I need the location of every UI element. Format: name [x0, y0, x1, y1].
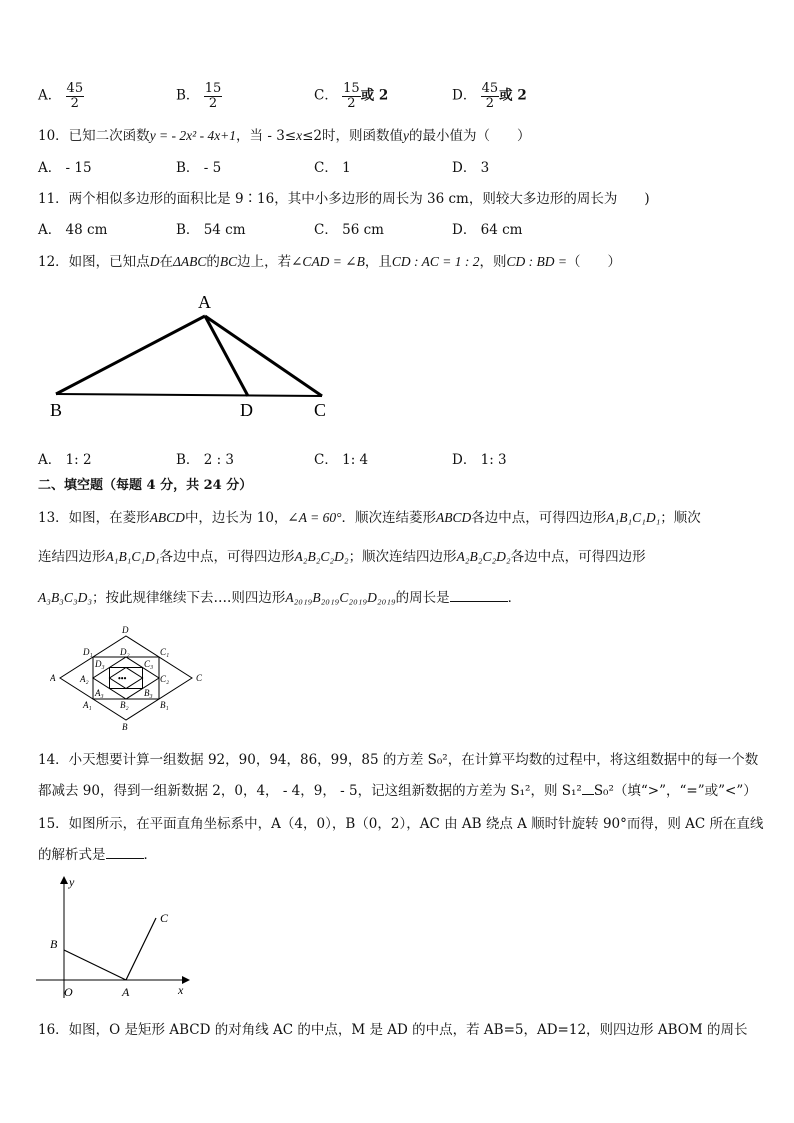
- fraction: $\frac{45}{2}$: [66, 81, 84, 111]
- segment-ab: [56, 316, 205, 394]
- option-letter: B．: [176, 87, 200, 104]
- label-o: O: [64, 985, 73, 999]
- segment-ab: [64, 950, 126, 980]
- q15-line1: 15．如图所示，在平面直角坐标系中，A（4，0），B（0，2），AC 由 AB 绕点 A 顺时针旋转 90°而得，则 AC 所在直线: [38, 816, 764, 832]
- q11-option-d: D． 64 cm: [452, 222, 523, 238]
- option-letter: A．: [38, 87, 62, 104]
- label-A: A: [50, 673, 56, 683]
- q11-option-b: B． 54 cm: [176, 222, 246, 238]
- label-a: A: [122, 985, 130, 999]
- q12-stem: 12．如图，已知点D在ΔABC的BC边上，若∠CAD = ∠B，且CD : AC = 1 : 2，则CD : BD =（ ）: [38, 254, 621, 270]
- fraction: $\frac{45}{2}$: [481, 81, 499, 111]
- q9-option-d: [452, 82, 527, 110]
- label-B: B: [122, 722, 128, 732]
- q14-line1: 14．小天想要计算一组数据 92，90，94，86，99，85 的方差 S₀²，在计算平均数的过程中，将这组数据中的每一个数: [38, 752, 759, 768]
- option-suffix: 或 2: [499, 87, 527, 104]
- y-axis-arrow: [60, 876, 68, 884]
- q11-option-c: C． 56 cm: [314, 222, 384, 238]
- label-A3: A₃: [95, 688, 104, 698]
- label-B3: B₃: [144, 688, 153, 698]
- section-title: 二、填空题（每题 4 分，共 24 分）: [38, 478, 253, 493]
- label-C: C: [196, 673, 203, 683]
- dots: •••: [118, 674, 127, 683]
- label-B1: B₁: [160, 700, 169, 710]
- option-suffix: 或 2: [360, 87, 389, 104]
- q10-stem: 10．已知二次函数y = - 2x² - 4x+1，当 - 3≤x≤2时，则函数值y的最小值为（ ）: [38, 128, 531, 144]
- answer-blank[interactable]: [582, 784, 594, 795]
- q12-option-b: B． 2 : 3: [176, 452, 235, 468]
- answer-blank[interactable]: [106, 846, 144, 859]
- label-a: A: [198, 292, 211, 312]
- label-b: B: [50, 400, 63, 420]
- q11-option-a: A． 48 cm: [38, 222, 108, 238]
- function-expression: y = - 2x² - 4x+1: [149, 128, 237, 143]
- label-y: y: [69, 875, 75, 889]
- label-A1: A₁: [83, 700, 92, 710]
- q10-option-c: C． 1: [314, 160, 351, 176]
- label-D2: D₂: [120, 647, 130, 657]
- option-letter: D．: [452, 87, 477, 104]
- q15-line2: 的解析式是 ．: [38, 847, 157, 863]
- q11-stem: 11．两个相似多边形的面积比是 9∶16，其中小多边形的周长为 36 cm，则较大多边形的周长为 ): [38, 191, 650, 207]
- q13-line1: 13．如图，在菱形ABCD中，边长为 10，∠A = 60°．顺次连结菱形ABCD各边中点，可得四边形A₁B₁C₁D₁；顺次: [38, 510, 701, 526]
- q10-option-d: D． 3: [452, 160, 490, 176]
- label-D1: D₁: [83, 647, 93, 657]
- label-B2: B₂: [120, 700, 129, 710]
- label-C3: C₃: [144, 659, 154, 669]
- label-b: B: [50, 937, 58, 951]
- q12-option-d: D． 1: 3: [452, 452, 507, 468]
- q12-triangle-figure: [40, 288, 340, 423]
- label-d: D: [240, 400, 253, 420]
- fraction: $\frac{15}{2}$: [343, 81, 360, 111]
- segment-ac: [205, 316, 322, 396]
- q15-coordinate-figure: [36, 872, 196, 1002]
- q12-option-c: C． 1: 4: [314, 452, 369, 468]
- q13-rhombus-figure: [50, 624, 210, 732]
- segment-ac: [126, 918, 156, 980]
- q9-option-c: [314, 82, 388, 110]
- label-D: D: [122, 625, 129, 635]
- label-A2: A₂: [80, 674, 89, 684]
- q12-option-a: A． 1: 2: [38, 452, 92, 468]
- label-c: C: [314, 400, 327, 420]
- segment-ad: [205, 316, 248, 396]
- label-C1: C₁: [160, 647, 170, 657]
- fraction: $\frac{15}{2}$: [204, 81, 222, 111]
- q14-line2: 都减去 90，得到一组新数据 2，0，4， - 4，9， - 5，记这组新数据的方差为 S₁²，则 S₁² S₀²（填“>”，“=”或”<”）: [38, 783, 757, 799]
- answer-blank[interactable]: [450, 589, 508, 602]
- label-C2: C₂: [160, 674, 170, 684]
- q10-option-b: B． - 5: [176, 160, 222, 176]
- label-x: x: [178, 983, 184, 997]
- q10-option-a: A． - 15: [38, 160, 92, 176]
- q9-option-a: [38, 82, 84, 110]
- option-letter: C．: [314, 87, 338, 104]
- q9-option-b: [176, 82, 222, 110]
- q13-line2: 连结四边形A₁B₁C₁D₁各边中点，可得四边形A₂B₂C₂D₂；顺次连结四边形A₂B₂C₂D₂各边中点，可得四边形: [38, 549, 646, 565]
- q16-line1: 16．如图，O 是矩形 ABCD 的对角线 AC 的中点，M 是 AD 的中点，若 AB=5，AD=12，则四边形 ABOM 的周长: [38, 1022, 748, 1038]
- label-c: C: [160, 911, 169, 925]
- label-D3: D₃: [95, 659, 105, 669]
- segment-bc: [56, 394, 322, 396]
- q13-line3: A₃B₃C₃D₃；按此规律继续下去….则四边形A₂₀₁₉B₂₀₁₉C₂₀₁₉D₂₀₁₉的周长是 ．: [38, 590, 522, 606]
